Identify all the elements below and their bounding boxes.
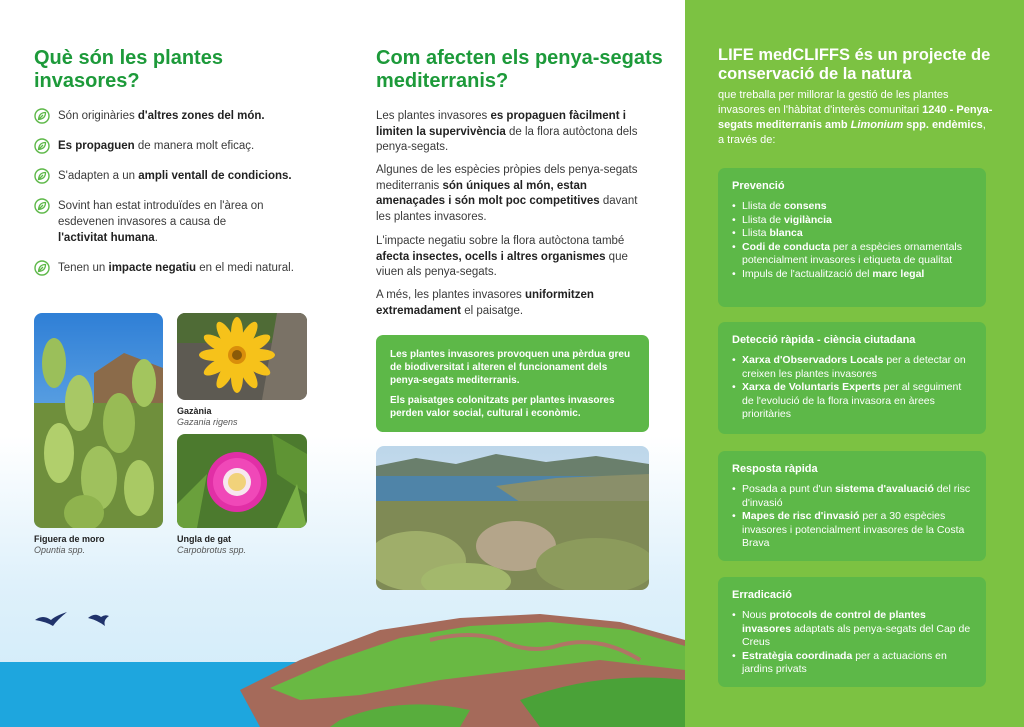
- paragraph-text: de la flora autòctona dels penya-segats.: [376, 125, 638, 153]
- card-item: • Impuls de l'actualització del marc legal: [742, 268, 972, 282]
- item-text: en el medi natural.: [196, 262, 294, 274]
- card-item: • Llista de consens: [742, 200, 972, 214]
- paragraph: [376, 288, 616, 319]
- card-eradication: [718, 577, 986, 687]
- card-prevention: [718, 168, 986, 307]
- list-item: [34, 108, 324, 124]
- paragraph-bold: es propaguen fàcilment i limiten la supervivència: [376, 110, 626, 138]
- list-item: [34, 168, 324, 184]
- intro-text: que treballa per millorar la gestió de les plantes invasores en l'hàbitat d'interès comunitari: [718, 89, 949, 116]
- item-bold: impacte negatiu: [108, 262, 197, 274]
- paragraph: [376, 234, 651, 281]
- plant-name: Ungla de gat: [177, 534, 232, 544]
- paragraph: [376, 109, 641, 156]
- paragraph-text: Algunes de les espècies pròpies dels penya-segats mediterranis: [376, 164, 638, 192]
- leaf-icon: [34, 198, 50, 214]
- leaf-icon: [34, 108, 50, 124]
- card-list: [732, 354, 972, 422]
- paragraph: [376, 163, 644, 225]
- gazania-caption: [177, 406, 238, 428]
- intro-text: , a través de:: [718, 119, 986, 146]
- plant-name: Figuera de moro: [34, 534, 105, 544]
- plant-species: Opuntia spp.: [34, 545, 86, 555]
- paragraph-text: davant les plantes invasores.: [376, 195, 638, 223]
- list-item: [34, 198, 273, 246]
- opuntia-photo: [34, 313, 163, 528]
- characteristics-list: [34, 108, 324, 290]
- column-heading: Què són les plantes invasores?: [34, 47, 223, 92]
- coastal-landscape-photo: [376, 446, 649, 590]
- item-text: Sovint han estat introduïdes en l'àrea on esdevenen invasores a causa de: [58, 200, 264, 228]
- paragraph-bold: uniformitzen extremadament: [376, 289, 594, 317]
- gazania-photo: [177, 313, 307, 400]
- card-item: • Xarxa d'Observadors Locals per a detectar on creixen les plantes invasores: [742, 354, 972, 381]
- opuntia-caption: [34, 534, 105, 556]
- list-item: [34, 260, 324, 276]
- card-item: • Mapes de risc d'invasió per a 30 espècies invasores i potencialment invasores de la Costa Brava: [742, 510, 972, 551]
- card-item: • Posada a punt d'un sistema d'avaluació del risc d'invasió: [742, 483, 972, 510]
- panel-intro: [718, 88, 993, 148]
- plant-name: Gazània: [177, 406, 212, 416]
- card-title: Detecció ràpida - ciència ciutadana: [732, 334, 916, 346]
- paragraph-text: que viuen als penya-segats.: [376, 250, 628, 278]
- item-text: S'adapten a un: [58, 170, 139, 182]
- card-title: Prevenció: [732, 180, 785, 192]
- paragraph-text: L'impacte negatiu sobre la flora autòctona també: [376, 235, 625, 247]
- leaf-icon: [34, 168, 50, 184]
- plant-species: Carpobrotus spp.: [177, 545, 247, 555]
- card-item: • Xarxa de Voluntaris Experts per al seguiment de l'evolució de la flora invasora en àrees prioritàries: [742, 381, 972, 422]
- card-list: [732, 200, 972, 281]
- item-bold: ampli ventall de condicions.: [138, 170, 292, 182]
- card-title: Erradicació: [732, 589, 792, 601]
- leaf-icon: [34, 138, 50, 154]
- card-item: • Codi de conducta per a espècies ornamentals potencialment invasores i etiqueta de qualitat: [742, 241, 972, 268]
- card-item: • Estratègia coordinada per a actuacions en jardins privats: [742, 650, 972, 677]
- item-bold: d'altres zones del món.: [137, 110, 265, 122]
- item-bold: l'activitat humana: [58, 232, 155, 244]
- intro-bold: 1240 - Penya-segats mediterranis amb: [718, 104, 993, 131]
- panel-heading: LIFE medCLIFFS és un projecte de conservació de la natura: [718, 46, 991, 83]
- card-list: [732, 483, 972, 551]
- card-item: • Nous protocols de control de plantes invasores adaptats als penya-segats del Cap de Creus: [742, 609, 972, 650]
- item-text: Tenen un: [58, 262, 109, 274]
- paragraph-bold: són úniques al món, estan amenaçades i són molt poc competitives: [376, 179, 600, 207]
- card-rapid-response: [718, 451, 986, 561]
- card-list: [732, 609, 972, 677]
- list-item: [34, 138, 324, 154]
- paragraph-text: Les plantes invasores: [376, 110, 491, 122]
- item-text: .: [154, 232, 158, 244]
- card-rapid-detection: [718, 322, 986, 434]
- plant-species: Gazania rigens: [177, 417, 238, 427]
- card-item: • Llista de vigilància: [742, 214, 972, 228]
- item-text: Són originàries: [58, 110, 138, 122]
- highlight-text: Les plantes invasores provoquen una pèrdua greu de biodiversitat i alteren el funcionament dels penya-segats mediterranis.: [390, 349, 631, 386]
- paragraph-text: el paisatge.: [461, 304, 524, 317]
- highlight-text: Els paisatges colonitzats per plantes invasores perden valor social, cultural i econòmic.: [390, 395, 615, 419]
- leaf-icon: [34, 260, 50, 276]
- coast-illustration: [0, 600, 685, 727]
- intro-italic: Limonium: [850, 119, 904, 131]
- intro-bold: spp. endèmics: [903, 119, 983, 131]
- paragraph-text: A més, les plantes invasores: [376, 289, 525, 301]
- carpobrotus-photo: [177, 434, 307, 528]
- item-text: de manera molt eficaç.: [134, 140, 255, 152]
- impact-highlight-box: [376, 335, 649, 432]
- item-bold: Es propaguen: [58, 140, 135, 152]
- carpobrotus-caption: [177, 534, 246, 556]
- card-item: • Llista blanca: [742, 227, 972, 241]
- paragraph-bold: afecta insectes, ocells i altres organismes: [376, 250, 606, 263]
- card-title: Resposta ràpida: [732, 463, 818, 475]
- column-heading: Com afecten els penya-segats mediterranis?: [376, 47, 663, 92]
